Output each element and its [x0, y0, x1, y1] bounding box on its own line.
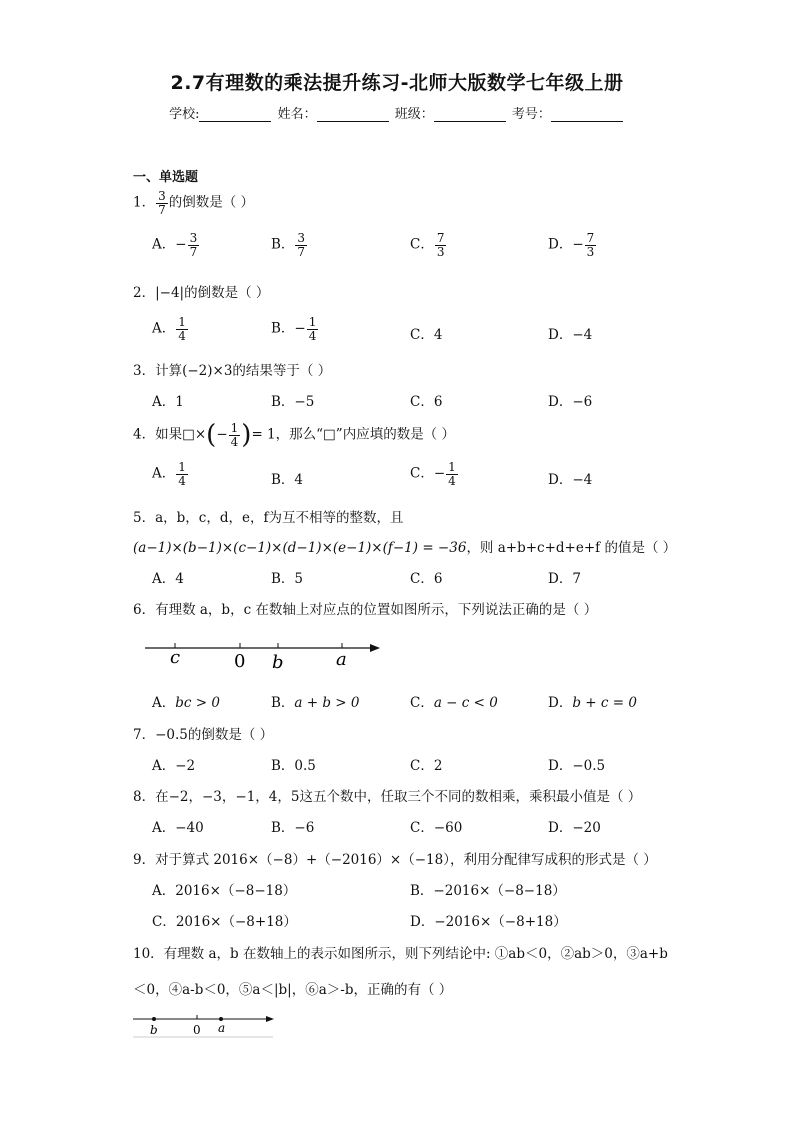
school-blank[interactable] [199, 107, 271, 122]
arrow-head [266, 1016, 274, 1022]
q9-option-d[interactable]: D．−2016×（−8+18） [410, 914, 567, 930]
question-7: 7．−0.5的倒数是（ ） [133, 727, 274, 743]
q7-option-d[interactable]: D．−0.5 [548, 758, 606, 774]
question-9: 9．对于算式 2016×（−8）+（−2016）×（−18），利用分配律写成积的形式是（ ） [133, 852, 657, 868]
question-10-line-2: ＜0，④a-b＜0，⑤a＜|b|，⑥a＞-b，正确的有（ ） [133, 982, 453, 998]
q2-option-b[interactable]: B．− $\frac{1}{4}$ [271, 315, 317, 343]
q2-option-a[interactable]: A． $\frac{1}{4}$ [152, 315, 186, 343]
q2-option-c[interactable]: C．4 [410, 327, 443, 343]
q6-option-a[interactable]: A．bc > 0 [152, 695, 220, 711]
page-title: 2.7有理数的乘法提升练习-北师大版数学七年级上册 [170, 72, 624, 94]
q1-option-a[interactable]: A．− $\frac{3}{7}$ [152, 231, 198, 259]
q8-option-c[interactable]: C．−60 [410, 820, 463, 836]
q4-option-d[interactable]: D．−4 [548, 472, 593, 488]
label-a: a [218, 1021, 226, 1035]
name-blank[interactable] [317, 107, 389, 122]
number-label: 考号： [511, 107, 551, 122]
number-line-figure-1 [140, 633, 390, 675]
q5-option-a[interactable]: A．4 [152, 571, 184, 587]
q2-option-d[interactable]: D．−4 [548, 327, 593, 343]
q5-option-d[interactable]: D．7 [548, 571, 581, 587]
point-b [152, 1017, 156, 1021]
q3-option-b[interactable]: B．−5 [271, 394, 315, 410]
q9-option-b[interactable]: B．−2016×（−8−18） [410, 883, 566, 899]
fraction: $\frac{3}{7}$ [158, 189, 166, 217]
q7-option-a[interactable]: A．−2 [152, 758, 196, 774]
q8-option-b[interactable]: B．−6 [271, 820, 315, 836]
question-text: 的倒数是（ ） [168, 194, 255, 211]
question-4: 4．如果□×(− $\frac{1}{4}$ )= 1，那么“□”内应填的数是（ ） [133, 420, 455, 450]
q3-option-a[interactable]: A．1 [152, 394, 184, 410]
q9-option-c[interactable]: C．2016×（−8+18） [152, 914, 297, 930]
label-c: c [170, 647, 181, 668]
q4-option-b[interactable]: B．4 [271, 472, 304, 488]
q7-option-c[interactable]: C．2 [410, 758, 443, 774]
number-blank[interactable] [551, 107, 623, 122]
class-blank[interactable] [434, 107, 506, 122]
question-3: 3．计算(−2)×3的结果等于（ ） [133, 363, 332, 379]
q1-option-d[interactable]: D．− $\frac{7}{3}$ [548, 231, 595, 259]
student-info-line [0, 103, 794, 122]
label-b: b [272, 652, 284, 673]
question-number: 2． [133, 285, 156, 301]
class-label: 班级： [394, 107, 434, 122]
q6-option-c[interactable]: C．a − c < 0 [410, 695, 498, 711]
label-zero: 0 [234, 651, 246, 672]
arrow-head [370, 644, 380, 652]
question-2 [133, 281, 269, 301]
name-label: 姓名： [277, 107, 317, 122]
section-heading: 一、单选题 [133, 170, 199, 185]
q4-option-c[interactable]: C．− $\frac{1}{4}$ [410, 460, 456, 488]
q8-option-a[interactable]: A．−40 [152, 820, 204, 836]
q5-option-b[interactable]: B．5 [271, 571, 304, 587]
q8-option-d[interactable]: D．−20 [548, 820, 601, 836]
label-zero: 0 [193, 1023, 201, 1037]
q9-option-a[interactable]: A．2016×（−8−18） [152, 883, 297, 899]
label-b: b [150, 1023, 158, 1037]
number-line-figure-2 [130, 1010, 280, 1042]
absolute-value: |−4| [155, 285, 185, 301]
q3-option-c[interactable]: C．6 [410, 394, 443, 410]
q7-option-b[interactable]: B．0.5 [271, 758, 316, 774]
question-8: 8．在−2，−3，−1，4，5这五个数中，任取三个不同的数相乘，乘积最小值是（ ） [133, 789, 642, 805]
question-10-line-1: 10．有理数 a，b 在数轴上的表示如图所示，则下列结论中: ①ab＜0，②ab＞0，③a+b [133, 946, 668, 962]
blank-box: □× [182, 426, 207, 443]
label-a: a [336, 649, 347, 670]
question-text: 的倒数是（ ） [184, 285, 270, 301]
q6-option-d[interactable]: D．b + c = 0 [548, 695, 637, 711]
school-label: 学校: [169, 107, 200, 122]
question-6: 6．有理数 a，b，c 在数轴上对应点的位置如图所示，下列说法正确的是（ ） [133, 602, 598, 618]
question-1 [133, 190, 254, 216]
q4-option-a[interactable]: A． $\frac{1}{4}$ [152, 460, 186, 488]
q1-option-b[interactable]: B． $\frac{3}{7}$ [271, 231, 306, 259]
question-5: 5．a，b，c，d，e，f为互不相等的整数，且 [133, 510, 404, 526]
question-5-expression: (a−1)×(b−1)×(c−1)×(d−1)×(e−1)×(f−1) = −36，则 a+b+c+d+e+f 的值是（ ） [133, 540, 677, 556]
q6-option-b[interactable]: B．a + b > 0 [271, 695, 360, 711]
question-number: 1． [133, 194, 156, 211]
q3-option-d[interactable]: D．−6 [548, 394, 593, 410]
q1-option-c[interactable]: C． $\frac{7}{3}$ [410, 231, 445, 259]
q5-option-c[interactable]: C．6 [410, 571, 443, 587]
